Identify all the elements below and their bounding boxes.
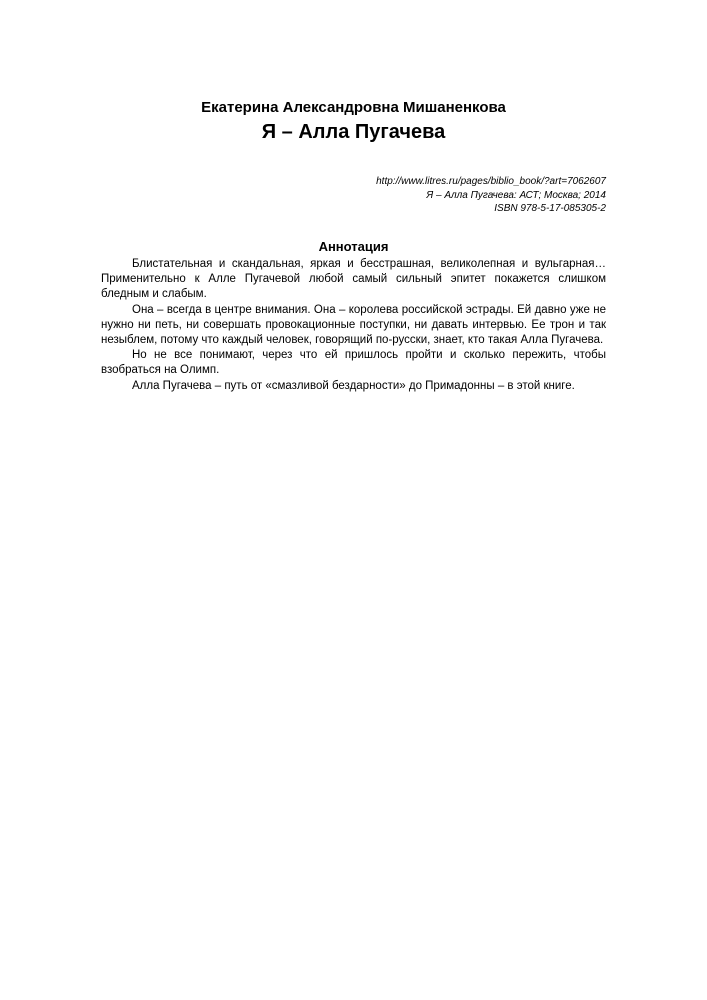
document-page (101, 0, 606, 1000)
isbn: ISBN 978-5-17-085305-2 (494, 203, 606, 214)
annotation-paragraph: Блистательная и скандальная, яркая и бесстрашная, великолепная и вульгарная… Применительно к Алле Пугачевой любой самый сильный эпитет покажется слишком бледным и слабым. (101, 258, 606, 301)
bibliographic-info (101, 175, 606, 216)
book-title: Я – Алла Пугачева (261, 121, 446, 143)
publication-info: Я – Алла Пугачева: АСТ; Москва; 2014 (426, 189, 606, 201)
annotation-paragraph: Но не все понимают, через что ей пришлось пройти и сколько пережить, чтобы взобраться на Олимп. (101, 349, 606, 377)
annotation-paragraph: Алла Пугачева – путь от «смазливой бездарности» до Примадонны – в этой книге. (132, 379, 575, 392)
author-name: Екатерина Александровна Мишаненкова (201, 99, 506, 116)
annotation-paragraph: Она – всегда в центре внимания. Она – королева российской эстрады. Ей давно уже не нужно ни петь, ни совершать провокационные поступки, ни давать интервью. Ее трон и так незыблем, потому что каждый человек, говорящий по-русски, знает, кто такая Алла Пугачева. (101, 303, 606, 347)
source-url: http://www.litres.ru/pages/biblio_book/?art=7062607 (376, 176, 606, 187)
annotation-heading: Аннотация (318, 239, 389, 254)
annotation-body (101, 257, 606, 394)
